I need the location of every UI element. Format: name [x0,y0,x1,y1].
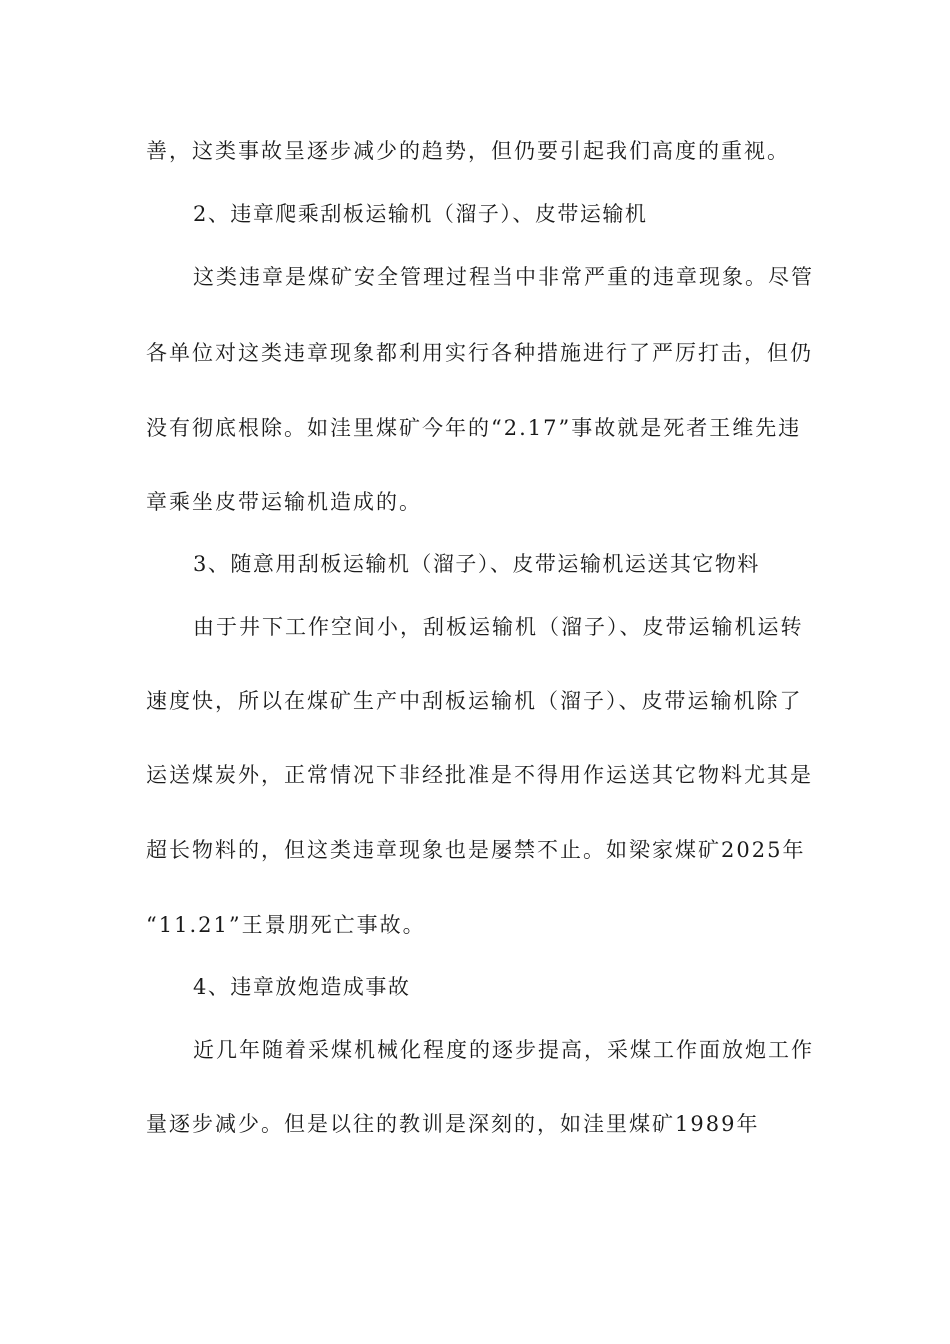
paragraph-line: 没有彻底根除。如洼里煤矿今年的“2.17”事故就是死者王维先违 [146,416,802,440]
paragraph-line: 运送煤炭外，正常情况下非经批准是不得用作运送其它物料尤其是 [146,763,813,787]
paragraph-line: 各单位对这类违章现象都利用实行各种措施进行了严厉打击，但仍 [146,341,813,365]
paragraph-line: 近几年随着采煤机械化程度的逐步提高，采煤工作面放炮工作 [193,1038,814,1062]
paragraph-line: “11.21”王景朋死亡事故。 [146,913,426,937]
section-heading: 4、违章放炮造成事故 [193,975,411,999]
paragraph-line: 速度快，所以在煤矿生产中刮板运输机（溜子）、皮带运输机除了 [146,689,803,713]
paragraph-line: 章乘坐皮带运输机造成的。 [146,490,422,514]
section-heading: 3、随意用刮板运输机（溜子）、皮带运输机运送其它物料 [193,552,760,576]
paragraph-line: 善，这类事故呈逐步减少的趋势，但仍要引起我们高度的重视。 [146,139,790,163]
paragraph-line: 由于井下工作空间小，刮板运输机（溜子）、皮带运输机运转 [193,615,804,639]
section-heading: 2、违章爬乘刮板运输机（溜子）、皮带运输机 [193,202,648,226]
paragraph-line: 超长物料的，但这类违章现象也是屡禁不止。如梁家煤矿2025年 [146,838,806,862]
paragraph-line: 量逐步减少。但是以往的教训是深刻的，如洼里煤矿1989年 [146,1112,760,1136]
paragraph-line: 这类违章是煤矿安全管理过程当中非常严重的违章现象。尽管 [193,265,814,289]
